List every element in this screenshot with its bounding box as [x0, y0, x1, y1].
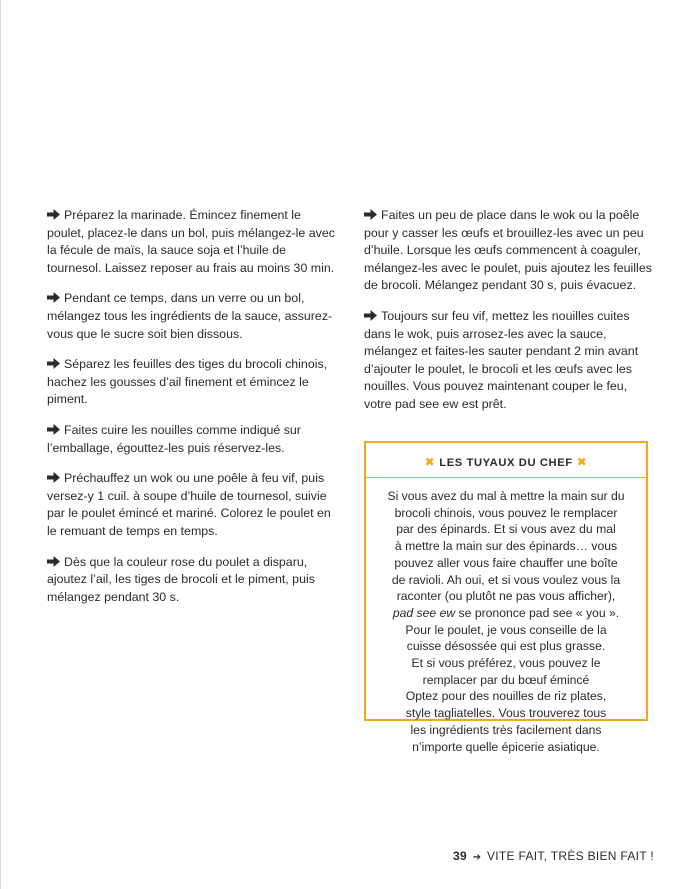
- footer-tagline: VITE FAIT, TRÈS BIEN FAIT !: [486, 849, 654, 863]
- arrow-right-icon: [47, 556, 60, 567]
- recipe-step: [364, 207, 652, 295]
- recipe-step-text: Préparez la marinade. Émincez finement le poulet, placez-le dans un bol, puis mélangez-le avec la fécule de maïs, la sauce soja et l’huile de tournesol. Laissez reposer au frais au moins 30 min.: [47, 208, 335, 275]
- cross-icon: ✖: [576, 455, 588, 469]
- arrow-right-icon: ➔: [472, 852, 482, 863]
- page-edge-line: [0, 0, 1, 889]
- chef-tips-line: cuisse désossée qui est plus grasse.: [406, 639, 606, 654]
- arrow-right-icon: [364, 310, 377, 321]
- cross-icon: ✖: [424, 455, 436, 469]
- page-number: 39: [453, 849, 467, 863]
- recipe-step-text: Séparez les feuilles des tiges du brocoli chinois, hachez les gousses d’ail finement et émincez le piment.: [47, 357, 328, 407]
- recipe-step-text: Faites un peu de place dans le wok ou la poêle pour y casser les œufs et brouillez-les avec un peu d’huile. Lorsque les œufs commencent à coaguler, mélangez-les avec le poulet, puis ajoutez les feuilles de brocoli. Mélangez pendant 30 s, puis évacuez.: [364, 208, 652, 293]
- chef-tips-title: [376, 455, 636, 469]
- chef-tips-line: brocoli chinois, vous pouvez le remplacer: [394, 505, 618, 520]
- recipe-step: [47, 422, 337, 457]
- recipe-step: [47, 554, 337, 607]
- recipe-step: [47, 207, 337, 277]
- chef-tips-line: raconter (ou plutôt ne pas vous afficher),: [396, 589, 616, 604]
- recipe-step-text: Faites cuire les nouilles comme indiqué sur l’emballage, égouttez-les puis réservez-les.: [47, 422, 301, 455]
- chef-tips-box: [364, 441, 648, 754]
- arrow-right-icon: [47, 472, 60, 483]
- chef-tips-line: à mettre la main sur des épinards… vous: [394, 539, 618, 554]
- chef-tips-line: les ingrédients très facilement dans: [410, 722, 602, 737]
- chef-tips-line: par des épinards. Et si vous avez du mal: [396, 522, 616, 537]
- dish-name: pad see ew: [392, 605, 456, 620]
- recipe-step-text: Préchauffez un wok ou une poêle à feu vif, puis versez-y 1 cuil. à soupe d’huile de tournesol, suivie par le poulet émincé et mariné. Colorez le poulet en le remuant de temps en temps.: [47, 471, 331, 538]
- recipe-steps-right: [364, 207, 652, 427]
- page-footer: [453, 849, 654, 863]
- chef-tips-line: de ravioli. Ah oui, et si vous voulez vous la: [391, 572, 621, 587]
- chef-tips-line: pouvez aller vous faire chauffer une boîte: [394, 555, 618, 570]
- recipe-step: [47, 356, 337, 409]
- arrow-right-icon: [47, 209, 60, 220]
- recipe-step-text: Dès que la couleur rose du poulet a disparu, ajoutez l’ail, les tiges de brocoli et le piment, puis mélangez pendant 30 s.: [47, 554, 315, 604]
- chef-tips-line: Optez pour des nouilles de riz plates,: [405, 689, 607, 704]
- recipe-step: [47, 470, 337, 540]
- chef-tips-line: Si vous avez du mal à mettre la main sur du: [387, 489, 625, 503]
- chef-tips-line: style tagliatelles. Vous trouverez tous: [405, 706, 607, 721]
- chef-tips-line: Et si vous préférez, vous pouvez le: [411, 656, 601, 671]
- chef-tips-line: remplacer par du bœuf émincé: [422, 672, 590, 687]
- chef-tips-title-text: LES TUYAUX DU CHEF: [439, 457, 573, 469]
- arrow-right-icon: [47, 358, 60, 369]
- arrow-right-icon: [47, 292, 60, 303]
- recipe-step: [364, 308, 652, 414]
- chef-tips-line: Pour le poulet, je vous conseille de la: [405, 622, 607, 637]
- pronunciation-text: se prononce pad see « you ».: [455, 605, 620, 620]
- recipe-steps-left: [47, 207, 337, 619]
- recipe-step-text: Toujours sur feu vif, mettez les nouilles cuites dans le wok, puis arrosez-les avec la sauce, mélangez et faites-les sauter pendant 2 min avant d’ajouter le poulet, le brocoli et les œufs avec les nouilles. Vous pouvez maintenant couper le feu, votre pad see ew est prêt.: [364, 308, 639, 411]
- recipe-step-text: Pendant ce temps, dans un verre ou un bol, mélangez tous les ingrédients de la sauce, assurez-vous que le sucre soit bien dissous.: [47, 291, 333, 341]
- arrow-right-icon: [47, 424, 60, 435]
- chef-tips-divider: [366, 477, 646, 478]
- chef-tips-line: [376, 605, 636, 622]
- arrow-right-icon: [364, 209, 377, 220]
- recipe-step: [47, 290, 337, 343]
- chef-tips-line: n’importe quelle épicerie asiatique.: [412, 739, 600, 754]
